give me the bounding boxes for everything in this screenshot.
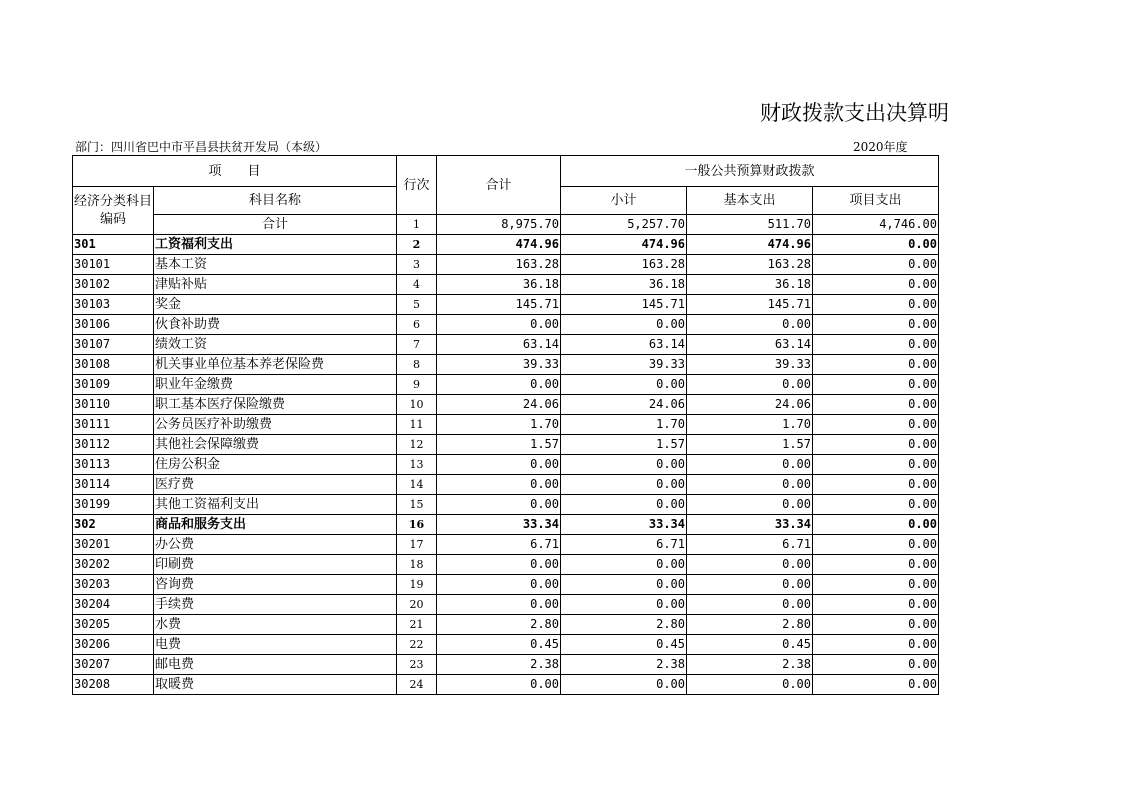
row-total: 0.00 [437,595,561,615]
row-number: 16 [397,515,437,535]
row-subject-name: 职工基本医疗保险缴费 [154,395,397,415]
row-subject-name: 水费 [154,615,397,635]
row-basic: 36.18 [687,275,813,295]
table-row [73,495,939,515]
row-basic: 0.00 [687,575,813,595]
row-subject-name: 咨询费 [154,575,397,595]
row-subtotal: 0.00 [561,475,687,495]
row-total: 474.96 [437,235,561,255]
row-total: 0.00 [437,455,561,475]
row-project: 0.00 [813,275,939,295]
row-total: 2.38 [437,655,561,675]
table-row [73,575,939,595]
table-row [73,295,939,315]
row-subtotal: 0.00 [561,675,687,695]
row-total: 36.18 [437,275,561,295]
expenditure-table [72,155,939,695]
row-subject-name: 印刷费 [154,555,397,575]
total-subtotal: 5,257.70 [561,215,687,235]
row-subject-name: 机关事业单位基本养老保险费 [154,355,397,375]
row-project: 0.00 [813,395,939,415]
row-basic: 33.34 [687,515,813,535]
table-row [73,595,939,615]
table-row [73,415,939,435]
row-basic: 1.70 [687,415,813,435]
row-basic: 0.00 [687,495,813,515]
row-code: 30114 [73,475,154,495]
row-number: 19 [397,575,437,595]
table-row [73,375,939,395]
row-number: 22 [397,635,437,655]
row-project: 0.00 [813,415,939,435]
table-row [73,255,939,275]
row-total: 0.00 [437,315,561,335]
row-total: 39.33 [437,355,561,375]
row-basic: 39.33 [687,355,813,375]
department-label: 部门：四川省巴中市平昌县扶贫开发局（本级） [75,140,328,154]
row-code: 30208 [73,675,154,695]
row-total: 6.71 [437,535,561,555]
row-project: 0.00 [813,615,939,635]
row-basic: 1.57 [687,435,813,455]
row-total: 0.00 [437,475,561,495]
row-code: 30113 [73,455,154,475]
row-subtotal: 474.96 [561,235,687,255]
table-row [73,335,939,355]
row-total: 2.80 [437,615,561,635]
table-row [73,515,939,535]
row-subtotal: 1.57 [561,435,687,455]
row-code: 301 [73,235,154,255]
row-subject-name: 公务员医疗补助缴费 [154,415,397,435]
row-basic: 0.00 [687,375,813,395]
total-label: 合计 [154,215,397,235]
row-project: 0.00 [813,375,939,395]
row-project: 0.00 [813,675,939,695]
row-project: 0.00 [813,595,939,615]
row-code: 30199 [73,495,154,515]
row-subject-name: 医疗费 [154,475,397,495]
total-basic: 511.70 [687,215,813,235]
row-code: 30106 [73,315,154,335]
row-subject-name: 其他工资福利支出 [154,495,397,515]
row-basic: 0.00 [687,555,813,575]
row-code: 30101 [73,255,154,275]
table-row [73,355,939,375]
row-subject-name: 津贴补贴 [154,275,397,295]
row-project: 0.00 [813,335,939,355]
row-number: 24 [397,675,437,695]
row-number: 20 [397,595,437,615]
row-subtotal: 2.80 [561,615,687,635]
row-number: 3 [397,255,437,275]
row-code: 30111 [73,415,154,435]
header-basic: 基本支出 [687,187,813,215]
row-code: 30205 [73,615,154,635]
row-code: 30110 [73,395,154,415]
header-item: 项 目 [73,156,397,187]
row-project: 0.00 [813,495,939,515]
row-code: 30203 [73,575,154,595]
row-number: 17 [397,535,437,555]
row-subtotal: 36.18 [561,275,687,295]
row-basic: 0.45 [687,635,813,655]
row-subject-name: 邮电费 [154,655,397,675]
row-total: 0.45 [437,635,561,655]
row-total: 24.06 [437,395,561,415]
row-total: 0.00 [437,375,561,395]
table-row [73,635,939,655]
row-code: 30206 [73,635,154,655]
row-basic: 0.00 [687,675,813,695]
row-number: 7 [397,335,437,355]
row-project: 0.00 [813,315,939,335]
fiscal-year-label: 2020年度 [853,140,908,154]
header-row-1 [73,156,939,187]
row-subtotal: 0.00 [561,455,687,475]
row-subject-name: 电费 [154,635,397,655]
row-project: 0.00 [813,295,939,315]
row-basic: 0.00 [687,475,813,495]
total-row-no: 1 [397,215,437,235]
row-number: 21 [397,615,437,635]
header-project: 项目支出 [813,187,939,215]
row-project: 0.00 [813,435,939,455]
table-row [73,615,939,635]
header-subject-name: 科目名称 [154,187,397,215]
table-row [73,435,939,455]
row-number: 18 [397,555,437,575]
row-number: 6 [397,315,437,335]
row-subtotal: 6.71 [561,535,687,555]
row-total: 145.71 [437,295,561,315]
total-row [73,215,939,235]
row-subtotal: 0.00 [561,595,687,615]
row-subject-name: 手续费 [154,595,397,615]
row-basic: 2.80 [687,615,813,635]
header-row-no: 行次 [397,156,437,215]
row-number: 2 [397,235,437,255]
row-subtotal: 1.70 [561,415,687,435]
table-row [73,655,939,675]
table-row [73,275,939,295]
row-subject-name: 伙食补助费 [154,315,397,335]
row-subtotal: 0.00 [561,375,687,395]
row-total: 0.00 [437,495,561,515]
table-row [73,395,939,415]
row-total: 1.70 [437,415,561,435]
row-code: 30207 [73,655,154,675]
row-subtotal: 0.00 [561,575,687,595]
row-basic: 63.14 [687,335,813,355]
total-amount: 8,975.70 [437,215,561,235]
row-project: 0.00 [813,235,939,255]
row-basic: 163.28 [687,255,813,275]
row-subtotal: 0.00 [561,315,687,335]
row-project: 0.00 [813,535,939,555]
table-row [73,675,939,695]
row-code: 30112 [73,435,154,455]
row-project: 0.00 [813,355,939,375]
row-subject-name: 职业年金缴费 [154,375,397,395]
row-subject-name: 办公费 [154,535,397,555]
row-total: 163.28 [437,255,561,275]
row-subtotal: 145.71 [561,295,687,315]
row-subtotal: 24.06 [561,395,687,415]
table-row [73,555,939,575]
row-basic: 0.00 [687,455,813,475]
row-subtotal: 2.38 [561,655,687,675]
table-row [73,475,939,495]
row-code: 30107 [73,335,154,355]
row-code: 30201 [73,535,154,555]
row-code: 30202 [73,555,154,575]
row-subject-name: 工资福利支出 [154,235,397,255]
row-total: 33.34 [437,515,561,535]
row-number: 15 [397,495,437,515]
row-basic: 2.38 [687,655,813,675]
row-project: 0.00 [813,475,939,495]
row-number: 11 [397,415,437,435]
row-subject-name: 取暖费 [154,675,397,695]
row-subject-name: 商品和服务支出 [154,515,397,535]
row-subtotal: 0.00 [561,495,687,515]
row-code: 30109 [73,375,154,395]
row-number: 9 [397,375,437,395]
row-subtotal: 33.34 [561,515,687,535]
row-subject-name: 奖金 [154,295,397,315]
document-title: 财政拨款支出决算明 [760,101,949,125]
row-code: 30204 [73,595,154,615]
row-number: 4 [397,275,437,295]
row-total: 1.57 [437,435,561,455]
row-project: 0.00 [813,555,939,575]
row-code: 302 [73,515,154,535]
row-number: 13 [397,455,437,475]
row-subject-name: 住房公积金 [154,455,397,475]
table-row [73,535,939,555]
row-subject-name: 其他社会保障缴费 [154,435,397,455]
row-project: 0.00 [813,255,939,275]
row-project: 0.00 [813,575,939,595]
header-general-budget: 一般公共预算财政拨款 [561,156,939,187]
row-code: 30102 [73,275,154,295]
row-subtotal: 63.14 [561,335,687,355]
row-project: 0.00 [813,655,939,675]
row-basic: 474.96 [687,235,813,255]
row-number: 10 [397,395,437,415]
row-total: 0.00 [437,675,561,695]
row-number: 14 [397,475,437,495]
row-subtotal: 39.33 [561,355,687,375]
row-project: 0.00 [813,455,939,475]
row-number: 5 [397,295,437,315]
row-basic: 145.71 [687,295,813,315]
row-total: 0.00 [437,575,561,595]
row-subject-name: 基本工资 [154,255,397,275]
total-project: 4,746.00 [813,215,939,235]
table-row [73,315,939,335]
row-code: 30103 [73,295,154,315]
row-subtotal: 0.45 [561,635,687,655]
row-code: 30108 [73,355,154,375]
table-row [73,455,939,475]
header-total: 合计 [437,156,561,215]
row-number: 23 [397,655,437,675]
row-basic: 6.71 [687,535,813,555]
table-row [73,235,939,255]
row-subject-name: 绩效工资 [154,335,397,355]
row-basic: 0.00 [687,595,813,615]
row-number: 12 [397,435,437,455]
header-econ-code: 经济分类科目编码 [73,187,154,235]
row-total: 63.14 [437,335,561,355]
row-project: 0.00 [813,515,939,535]
row-total: 0.00 [437,555,561,575]
row-subtotal: 0.00 [561,555,687,575]
row-basic: 24.06 [687,395,813,415]
row-number: 8 [397,355,437,375]
row-subtotal: 163.28 [561,255,687,275]
row-project: 0.00 [813,635,939,655]
header-subtotal: 小计 [561,187,687,215]
row-basic: 0.00 [687,315,813,335]
